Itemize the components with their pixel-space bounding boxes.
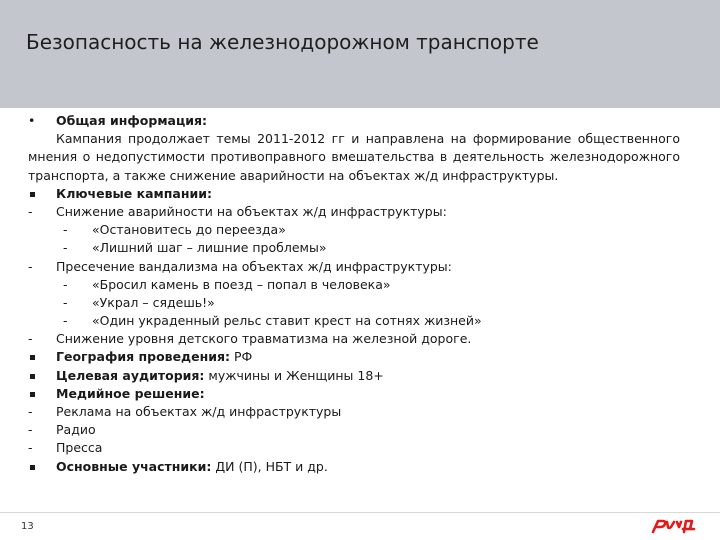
campaign-1-slogan: «Лишний шаг – лишние проблемы» [92,240,327,256]
audience-value: мужчины и Женщины 18+ [204,367,384,383]
square-bullet-icon [30,192,35,197]
geography-value: РФ [230,349,253,365]
campaign-3: Снижение уровня детского травматизма на железной дороге. [56,331,472,347]
participants-value: ДИ (П), НБТ и др. [211,458,328,474]
campaign-1: Снижение аварийности на объектах ж/д инфраструктуры: [56,203,447,219]
general-info-heading [28,112,680,130]
dash-bullet-icon: - [63,276,68,292]
geography-item [28,348,680,366]
media-label: Медийное решение: [56,385,205,401]
campaign-2: Пресечение вандализма на объектах ж/д инфраструктуры: [56,258,452,274]
square-bullet-icon [30,374,35,379]
list-item [28,203,680,221]
dash-bullet-icon: - [28,203,33,219]
dash-bullet-icon: - [28,440,33,456]
list-item [28,239,680,257]
list-item [28,221,680,239]
campaign-2-slogan: «Бросил камень в поезд – попал в человека» [92,276,391,292]
audience-label: Целевая аудитория: [56,367,205,383]
dash-bullet-icon: - [28,422,33,438]
rzd-logo-icon [650,516,696,534]
campaign-2-slogan: «Один украденный рельс ставит крест на сотнях жизней» [92,313,482,329]
slide-title: Безопасность на железнодорожном транспорте [26,30,539,54]
bullet-dot-icon: • [28,113,36,128]
list-item [28,403,680,421]
list-item [28,330,680,348]
square-bullet-icon [30,355,35,360]
square-bullet-icon [30,465,35,470]
audience-item [28,367,680,385]
slide-header [0,0,720,108]
page-number: 13 [21,521,34,532]
dash-bullet-icon: - [63,313,68,329]
list-item [28,294,680,312]
media-item: Реклама на объектах ж/д инфраструктуры [56,404,342,420]
participants-label: Основные участники: [56,458,212,474]
geography-label: География проведения: [56,349,231,365]
list-item [28,421,680,439]
slide-body [28,112,680,476]
participants-item [28,458,680,476]
campaign-1-slogan: «Остановитесь до переезда» [92,222,286,238]
media-item: Радио [56,422,96,438]
general-info-text: Кампания продолжает темы 2011-2012 гг и направлена на формирование общественного мнения о недопустимости противоправного вмешательства в деятельность железнодорожного транспорта, а также снижение аварийности на объектах ж/д инфраструктуры. [28,131,680,183]
dash-bullet-icon: - [63,222,68,238]
dash-bullet-icon: - [28,404,33,420]
dash-bullet-icon: - [63,294,68,310]
media-heading [28,385,680,403]
list-item [28,258,680,276]
list-item [28,439,680,457]
dash-bullet-icon: - [28,258,33,274]
list-item [28,312,680,330]
list-item [28,276,680,294]
key-campaigns-heading [28,185,680,203]
dash-bullet-icon: - [28,331,33,347]
dash-bullet-icon: - [63,240,68,256]
footer-divider [0,512,720,513]
key-campaigns-label: Ключевые кампании: [56,185,212,201]
square-bullet-icon [30,392,35,397]
media-item: Пресса [56,440,103,456]
general-info-label: Общая информация: [56,113,208,128]
campaign-2-slogan: «Украл – сядешь!» [92,294,215,310]
